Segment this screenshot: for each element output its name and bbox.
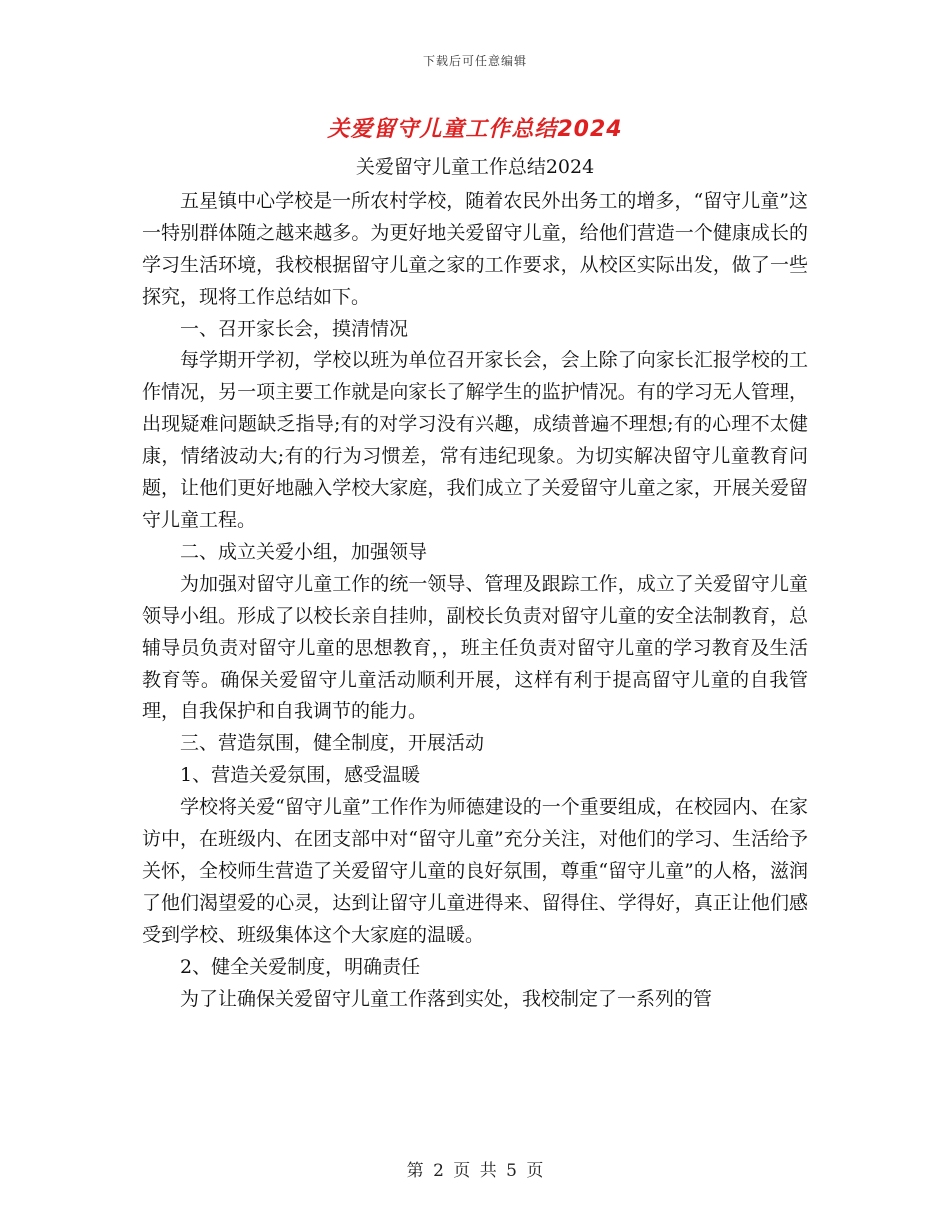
paragraph-intro: 五星镇中心学校是一所农村学校，随着农民外出务工的增多，“留守儿童”这一特别群体随之越来越多。为更好地关爱留守儿童，给他们营造一个健康成长的学习生活环境，我校根据留守儿童之家的工作要求，从校区实际出发，做了一些探究，现将工作总结如下。 [142, 189, 808, 308]
paragraph-section-3-2: 为了让确保关爱留守儿童工作落到实处，我校制定了一系列的管 [180, 987, 713, 1010]
section-heading-3: 三、营造氛围，健全制度，开展活动 [180, 732, 485, 755]
subsection-heading-3-2: 2、健全关爱制度，明确责任 [180, 955, 421, 978]
section-heading-1: 一、召开家长会，摸清情况 [180, 317, 409, 340]
paragraph-section-3-1: 学校将关爱“留守儿童”工作作为师德建设的一个重要组成，在校园内、在家访中，在班级内、在团支部中对“留守儿童”充分关注，对他们的学习、生活给予关怀，全校师生营造了关爱留守儿童的良好氛围，尊重“留守儿童”的人格，滋润了他们渴望爱的心灵，达到让留守儿童进得来、留得住、学得好，真正让他们感受到学校、班级集体这个大家庭的温暖。 [142, 796, 808, 946]
paragraph-section-1: 每学期开学初，学校以班为单位召开家长会，会上除了向家长汇报学校的工作情况，另一项主要工作就是向家长了解学生的监护情况。有的学习无人管理，出现疑难问题缺乏指导;有的对学习没有兴趣，成绩普遍不理想;有的心理不太健康，情绪波动大;有的行为习惯差，常有违纪现象。为切实解决留守儿童教育问题，让他们更好地融入学校大家庭，我们成立了关爱留守儿童之家，开展关爱留守儿童工程。 [142, 349, 808, 531]
document-title: 关爱留守儿童工作总结2024 [327, 117, 623, 142]
paragraph-section-2: 为加强对留守儿童工作的统一领导、管理及跟踪工作，成立了关爱留守儿童领导小组。形成了以校长亲自挂帅，副校长负责对留守儿童的安全法制教育，总辅导员负责对留守儿童的思想教育，，班主任负责对留守儿童的学习教育及生活教育等。确保关爱留守儿童活动顺利开展，这样有利于提高留守儿童的自我管理，自我保护和自我调节的能力。 [142, 572, 808, 723]
page-number-footer: 第 2 页 共 5 页 [406, 1161, 544, 1181]
document-body [142, 152, 808, 1015]
header-note: 下载后可任意编辑 [422, 54, 527, 68]
section-heading-2: 二、成立关爱小组，加强领导 [180, 540, 428, 563]
subsection-heading-3-1: 1、营造关爱氛围，感受温暖 [180, 764, 421, 787]
document-subtitle: 关爱留守儿童工作总结2024 [355, 156, 595, 178]
